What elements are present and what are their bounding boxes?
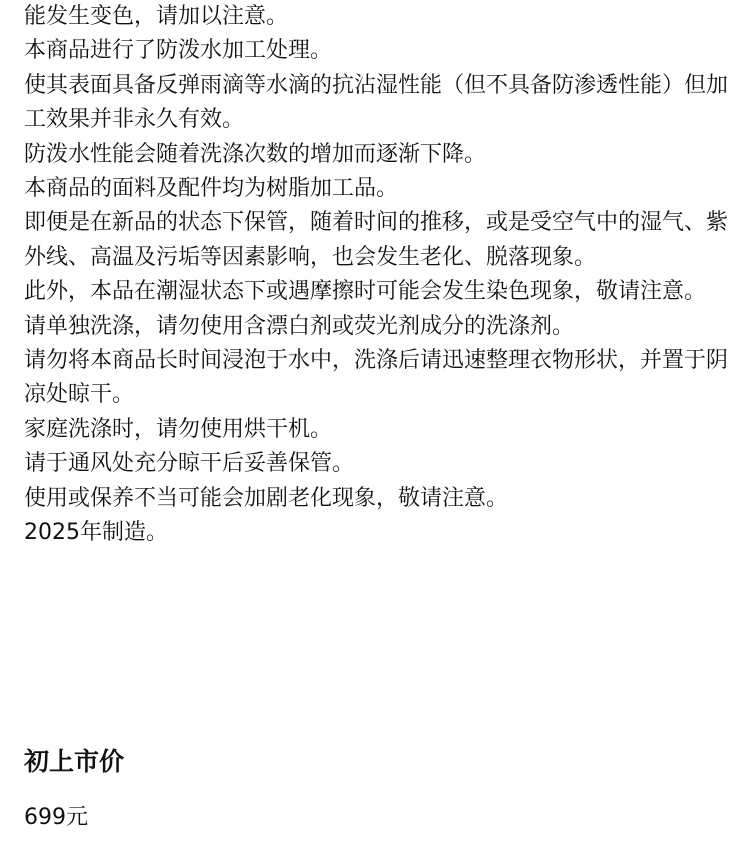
care-note-line: 此外，本品在潮湿状态下或遇摩擦时可能会发生染色现象，敬请注意。 [24, 279, 707, 305]
care-note-line: 本商品进行了防泼水加工处理。 [24, 38, 333, 64]
care-note-line: 使用或保养不当可能会加剧老化现象，敬请注意。 [24, 485, 509, 511]
care-instructions [24, 0, 728, 551]
care-note-line: 请单独洗涤，请勿使用含漂白剂或荧光剂成分的洗涤剂。 [24, 313, 575, 339]
care-note-line: 请勿将本商品长时间浸泡于水中，洗涤后请迅速整理衣物形状，并置于阴凉处晾干。 [24, 348, 729, 408]
care-note-line: 2025年制造。 [24, 520, 168, 546]
care-text-block [24, 0, 728, 551]
care-note-line: 请于通风处充分晾干后妥善保管。 [24, 451, 355, 477]
care-note-line: 家庭洗涤时，请勿使用烘干机。 [24, 416, 333, 442]
care-note-line: 能发生变色，请加以注意。 [24, 4, 289, 29]
care-note-line: 本商品的面料及配件均为树脂加工品。 [24, 176, 399, 202]
initial-price-heading: 初上市价 [24, 747, 125, 776]
care-note-line: 使其表面具备反弹雨滴等水滴的抗沾湿性能（但不具备防渗透性能）但加工效果并非永久有效。 [24, 72, 729, 133]
care-note-line: 防泼水性能会随着洗涤次数的增加而逐渐下降。 [24, 141, 487, 167]
initial-price-value: 699元 [24, 805, 88, 830]
care-note-line: 即便是在新品的状态下保管，随着时间的推移，或是受空气中的湿气、紫外线、高温及污垢等因素影响，也会发生老化、脱落现象。 [24, 210, 729, 270]
